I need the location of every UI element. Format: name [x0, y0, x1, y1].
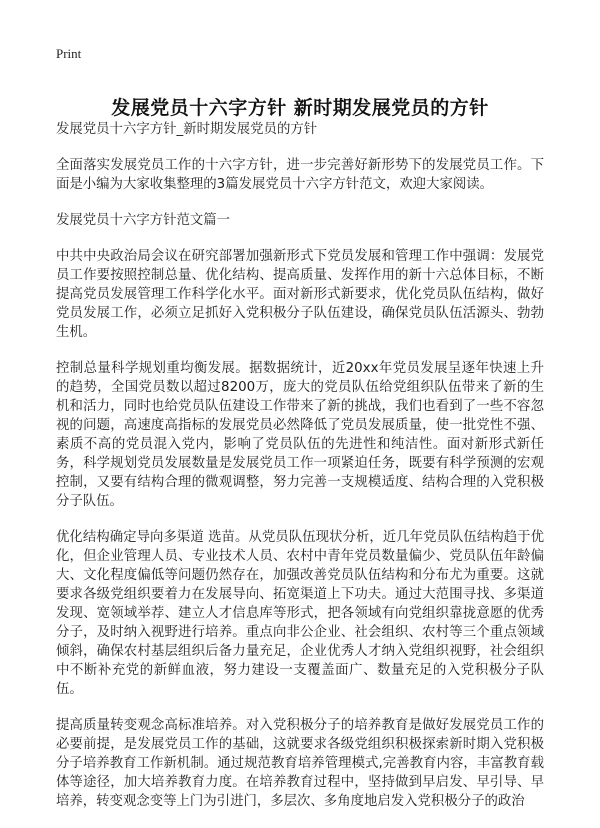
body-paragraph: 中共中央政治局会议在研究部署加强新形式下党员发展和管理工作中强调：发展党员工作要按照控制总量、优化结构、提高质量、发挥作用的新十六总体目标，不断提高党员发展管理工作科学化水平。面对新形式新要求，优化党员队伍结构，做好党员发展工作，必须立足抓好入党积极分子队伍建设，确保党员队伍活源头、勃勃生机。: [56, 249, 544, 340]
section-heading: 发展党员十六字方针范文篇一: [56, 213, 231, 228]
document-subtitle: 发展党员十六字方针_新时期发展党员的方针: [56, 122, 318, 137]
intro-paragraph: 全面落实发展党员工作的十六字方针，进一步完善好新形势下的发展党员工作。下面是小编为大家收集整理的3篇发展党员十六字方针范文，欢迎大家阅读。: [56, 158, 544, 192]
document-title: 发展党员十六字方针 新时期发展党员的方针: [111, 96, 489, 119]
body-paragraph: 优化结构确定导向多渠道 选苗。从党员队伍现状分析，近几年党员队伍结构趋于优化，但企业管理人员、专业技术人员、农村中青年党员数量偏少、党员队伍年龄偏大、文化程度偏低等问题仍然存在，加强改善党员队伍结构和分布尤为重要。这就要求各级党组织要着力在发展导向、拓宽渠道上下功夫。通过大范围寻找、多渠道发现、宽领域举荐、建立人才信息库等形式，把各领域有向党组织靠拢意愿的优秀分子，及时纳入视野进行培养。重点向非公企业、社会组织、农村等三个重点领域倾斜，确保农村基层组织后备力量充足，企业优秀人才纳入党组织视野，社会组织中不断补充党的新鲜血液，努力建设一支覆盖面广、数量充足的入党积极分子队伍。: [56, 530, 544, 697]
body-paragraph: 控制总量科学规划重均衡发展。据数据统计，近20xx年党员发展呈逐年快速上升的趋势，全国党员数以超过8200万，庞大的党员队伍给党组织队伍带来了新的生机和活力，同时也给党员队伍建设工作带来了新的挑战，我们也看到了一些不容忽视的问题，高速度高指标的发展党员必然降低了党员发展质量，使一批党性不强、素质不高的党员混入党内，影响了党员队伍的先进性和纯洁性。面对新形式新任务，科学规划党员发展数量是发展党员工作一项紧迫任务，既要有科学预测的宏观控制，又要有结构合理的微观调整，努力完善一支规模适度、结构合理的入党积极分子队伍。: [56, 361, 544, 509]
print-link[interactable]: Print: [56, 46, 82, 61]
document-body: [56, 114, 544, 811]
body-paragraph: 提高质量转变观念高标准培养。对入党积极分子的培养教育是做好发展党员工作的必要前提，是发展党员工作的基础，这就要求各级党组织积极探索新时期入党积极分子培养教育工作新机制。通过规范教育培养管理模式,完善教育内容，丰富教育载体等途径，加大培养教育力度。在培养教育过程中，坚持做到早启发、早引导、早培养，转变观念变等上门为引进门，多层次、多角度地启发入党积极分子的政治: [56, 718, 544, 809]
